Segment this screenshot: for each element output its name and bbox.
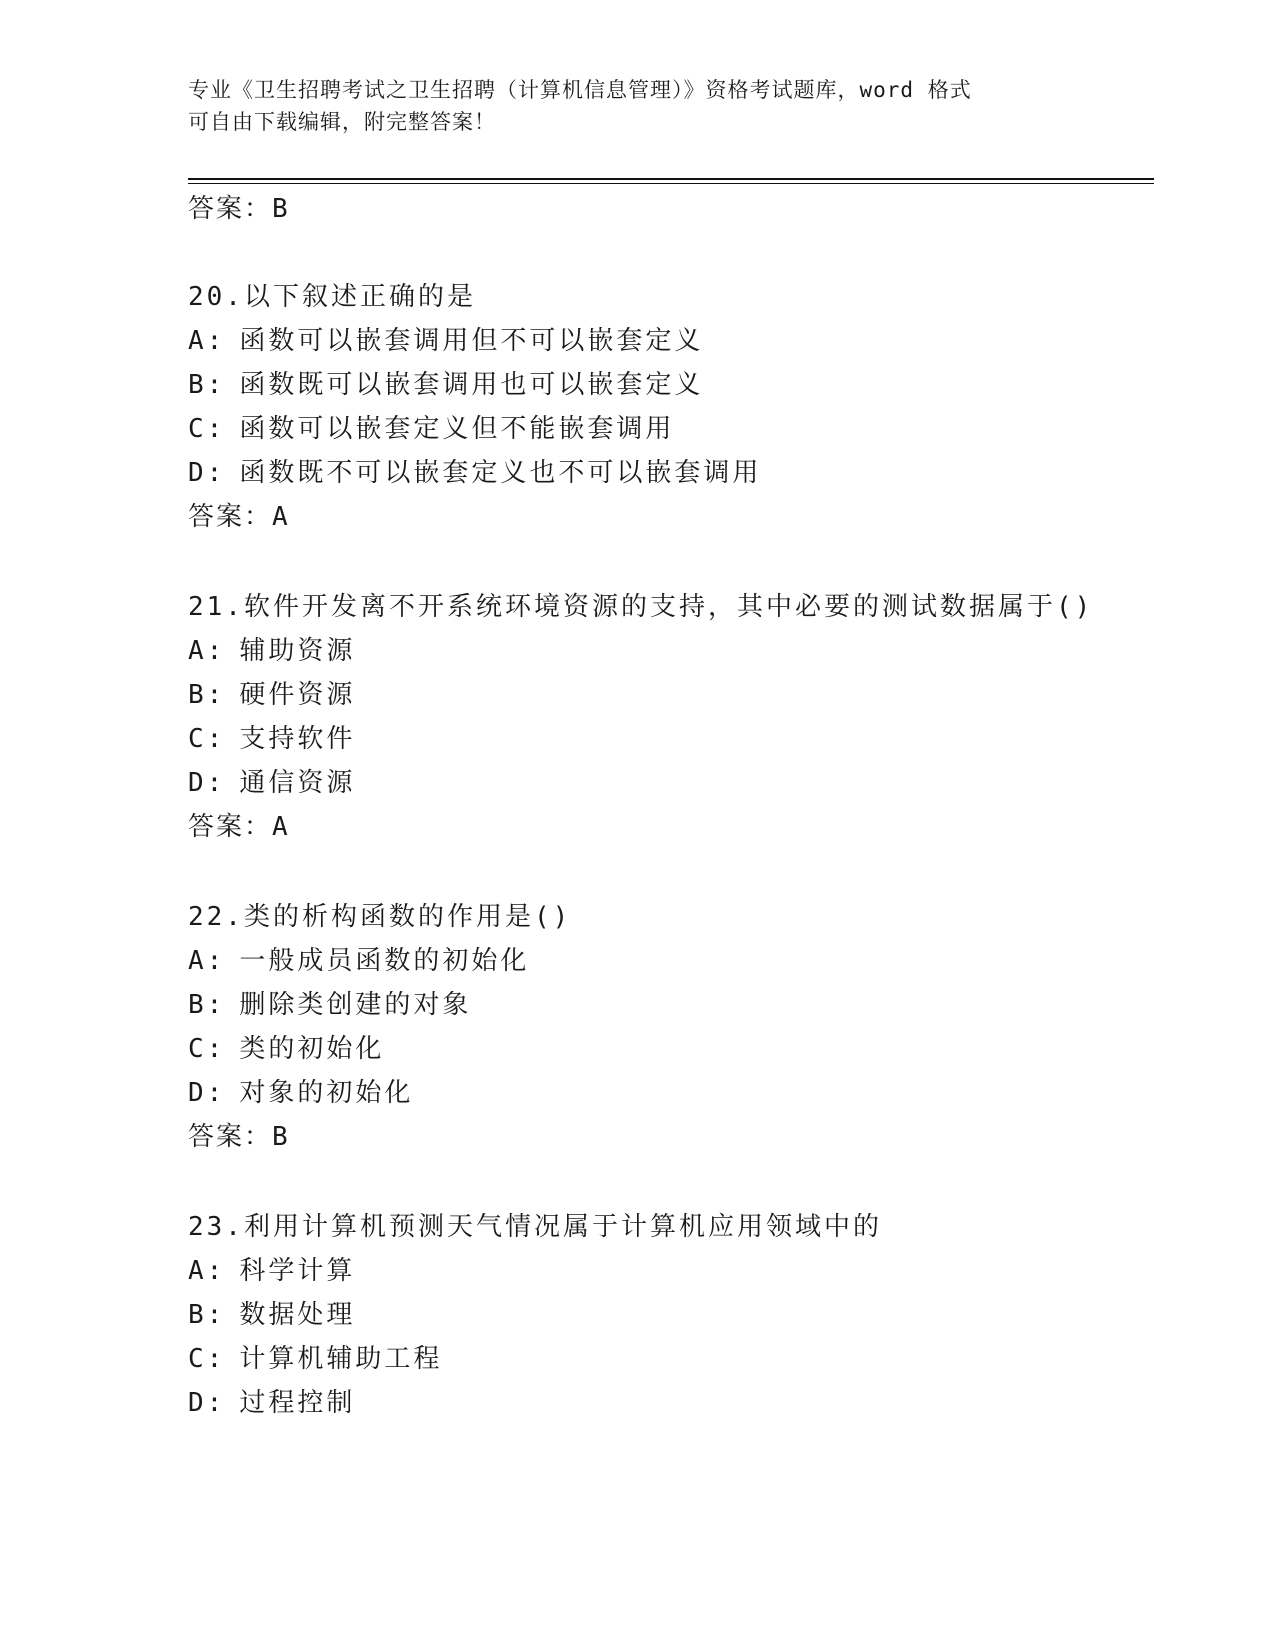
option-text: 函数可以嵌套定义但不能嵌套调用 — [239, 414, 675, 444]
option-text: 删除类创建的对象 — [239, 990, 472, 1020]
question-text: 软件开发离不开系统环境资源的支持，其中必要的测试数据属于() — [243, 592, 1094, 622]
question-number: 21. — [188, 592, 244, 622]
answer-label: 答案： — [188, 194, 273, 224]
option-text: 类的初始化 — [239, 1034, 385, 1064]
answer-label: 答案： — [188, 1122, 273, 1152]
question-21-option-b — [188, 678, 355, 712]
question-20-option-b — [188, 368, 703, 402]
option-letter: C: — [188, 724, 226, 754]
question-23-stem — [188, 1210, 882, 1244]
option-letter: C: — [188, 414, 226, 444]
header-rule-thin — [188, 183, 1154, 184]
option-letter: B: — [188, 680, 226, 710]
answer-value: B — [272, 1122, 290, 1152]
question-20-option-c — [188, 412, 674, 446]
question-21-option-c — [188, 722, 355, 756]
question-20-option-a — [188, 324, 703, 358]
document-header — [188, 74, 1088, 138]
option-text: 支持软件 — [239, 724, 356, 754]
option-letter: A: — [188, 1256, 226, 1286]
question-22-stem — [188, 900, 571, 934]
question-22-answer — [188, 1120, 290, 1154]
option-text: 一般成员函数的初始化 — [239, 946, 530, 976]
option-text: 函数可以嵌套调用但不可以嵌套定义 — [239, 326, 704, 356]
option-text: 函数既可以嵌套调用也可以嵌套定义 — [239, 370, 704, 400]
option-letter: D: — [188, 1078, 226, 1108]
answer-value: A — [272, 812, 290, 842]
option-text: 辅助资源 — [239, 636, 356, 666]
option-text: 计算机辅助工程 — [239, 1344, 443, 1374]
question-23-option-d — [188, 1386, 355, 1420]
question-20-answer — [188, 500, 290, 534]
question-20-stem — [188, 280, 476, 314]
header-rule-thick — [188, 178, 1154, 180]
option-text: 过程控制 — [239, 1388, 356, 1418]
question-22-option-d — [188, 1076, 413, 1110]
question-21-answer — [188, 810, 290, 844]
option-letter: A: — [188, 636, 226, 666]
option-text: 函数既不可以嵌套定义也不可以嵌套调用 — [239, 458, 762, 488]
answer-line-prev — [188, 192, 290, 226]
question-number: 23. — [188, 1212, 244, 1242]
option-letter: B: — [188, 370, 226, 400]
option-letter: A: — [188, 946, 226, 976]
question-23-option-b — [188, 1298, 355, 1332]
question-20-option-d — [188, 456, 761, 490]
option-letter: B: — [188, 990, 226, 1020]
question-23-option-c — [188, 1342, 442, 1376]
header-line-2: 可自由下载编辑，附完整答案！ — [188, 110, 496, 134]
option-text: 对象的初始化 — [239, 1078, 414, 1108]
question-23-option-a — [188, 1254, 355, 1288]
question-21-option-d — [188, 766, 355, 800]
question-22-option-b — [188, 988, 471, 1022]
answer-label: 答案： — [188, 812, 273, 842]
option-text: 数据处理 — [239, 1300, 356, 1330]
question-22-option-c — [188, 1032, 384, 1066]
question-text: 以下叙述正确的是 — [243, 282, 476, 312]
question-number: 20. — [188, 282, 244, 312]
header-line-1: 专业《卫生招聘考试之卫生招聘（计算机信息管理）》资格考试题库，word 格式 — [188, 78, 972, 102]
answer-label: 答案： — [188, 502, 273, 532]
option-text: 通信资源 — [239, 768, 356, 798]
option-letter: D: — [188, 458, 226, 488]
option-letter: D: — [188, 1388, 226, 1418]
option-letter: A: — [188, 326, 226, 356]
question-text: 类的析构函数的作用是() — [243, 902, 572, 932]
question-21-option-a — [188, 634, 355, 668]
option-text: 科学计算 — [239, 1256, 356, 1286]
option-letter: C: — [188, 1344, 226, 1374]
option-letter: C: — [188, 1034, 226, 1064]
option-letter: B: — [188, 1300, 226, 1330]
option-text: 硬件资源 — [239, 680, 356, 710]
question-number: 22. — [188, 902, 244, 932]
question-text: 利用计算机预测天气情况属于计算机应用领域中的 — [243, 1212, 882, 1242]
option-letter: D: — [188, 768, 226, 798]
answer-value: B — [272, 194, 290, 224]
question-21-stem — [188, 590, 1093, 624]
answer-value: A — [272, 502, 290, 532]
question-22-option-a — [188, 944, 529, 978]
